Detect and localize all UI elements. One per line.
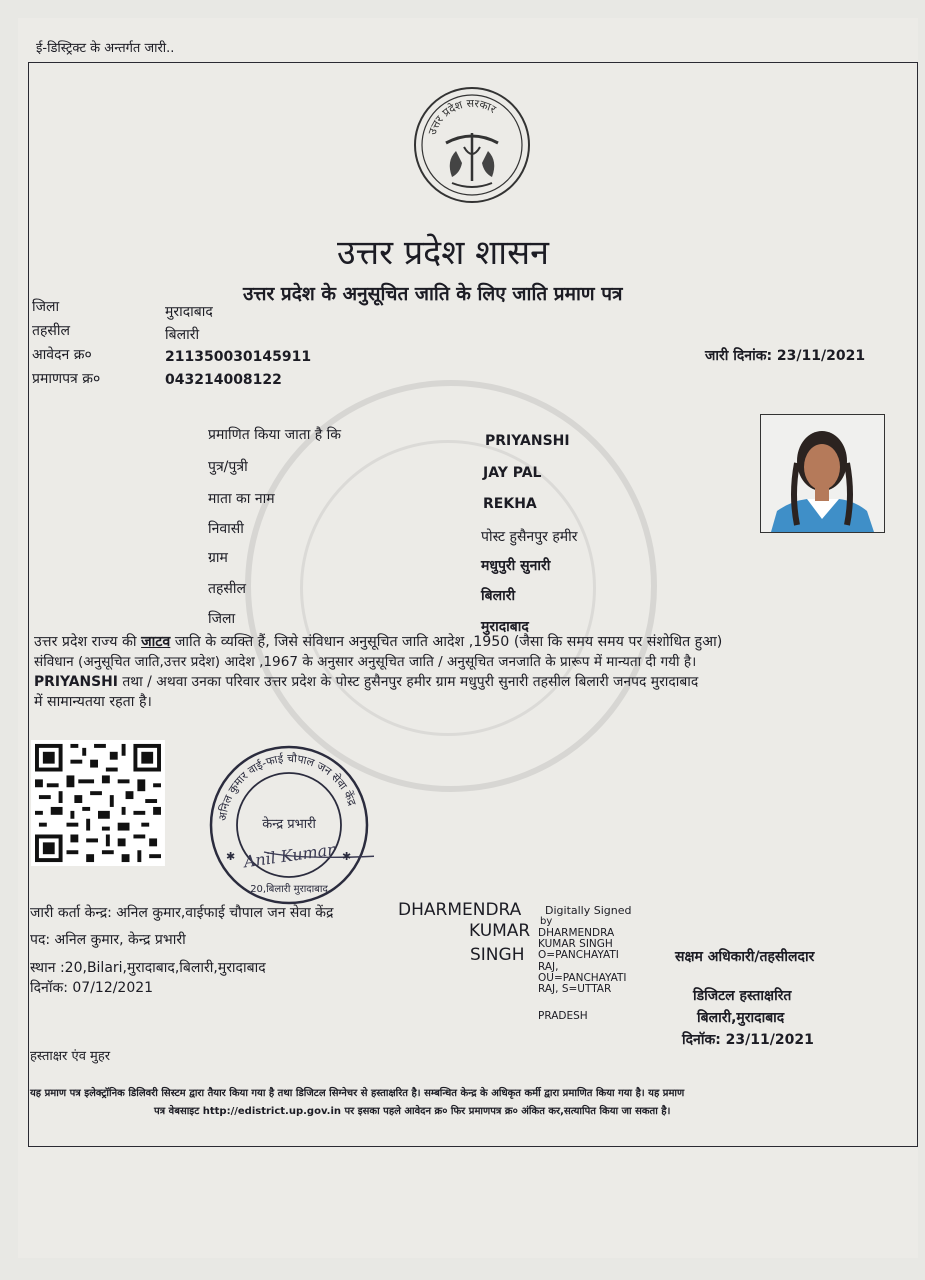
applicant-photo-image — [761, 415, 884, 532]
para-line1-a: उत्तर प्रदेश राज्य की — [34, 634, 142, 650]
para-name: PRIYANSHI — [34, 674, 118, 690]
digital-signer-name-2: KUMAR — [469, 921, 531, 941]
authority-place: बिलारी,मुरादाबाद — [697, 1010, 785, 1026]
para-line4: में सामान्यतया रहता है। — [34, 694, 152, 710]
footer-line-2: पत्र वेबसाइट http://edistrict.up.gov.in पर इसका पहले आवेदन क्र० फिर प्रमाणपत्र क्र० अंकित कर,सत्यापित किया जा सकता है। — [154, 1106, 671, 1117]
dsig-line: DHARMENDRA — [538, 927, 615, 939]
details-value-mother: REKHA — [483, 496, 537, 512]
details-label-certify: प्रमाणित किया जाता है कि — [208, 427, 342, 443]
seal-signature: Anil Kumar — [242, 839, 336, 872]
details-label-mother: माता का नाम — [208, 491, 275, 507]
dsig-line: PRADESH — [538, 1010, 588, 1023]
para-line3: तथा / अथवा उनका परिवार उत्तर प्रदेश के पोस्ट हुसैनपुर हमीर ग्राम मधुपुरी सुनारी तहसील बिलारी जनपद मुरादाबाद — [117, 674, 699, 690]
application-no-value: 211350030145911 — [165, 349, 312, 365]
signature-and-seal-label: हस्ताक्षर एंव मुहर — [30, 1049, 111, 1064]
digital-sign-details — [538, 928, 627, 1022]
page-title: उत्तर प्रदेश शासन — [337, 233, 549, 273]
dsig-line: O=PANCHAYATI — [538, 949, 619, 962]
authority-date: दिनॉक: 23/11/2021 — [682, 1032, 814, 1048]
details-value-tehsil: बिलारी — [481, 588, 516, 604]
para-line2: संविधान (अनुसूचित जाति,उत्तर प्रदेश) आदेश ,1967 के अनुसार अनुसूचित जाति / अनुसूचित जनजाति के प्रारूप में मान्यता दी गयी है। — [34, 654, 697, 670]
page-subtitle: उत्तर प्रदेश के अनुसूचित जाति के लिए जाति प्रमाण पत्र — [243, 283, 623, 305]
details-value-resident: पोस्ट हुसैनपुर हमीर — [481, 529, 578, 545]
qr-code-icon — [30, 740, 166, 866]
details-value-father: JAY PAL — [483, 465, 542, 481]
issuer-post: पद: अनिल कुमार, केन्द्र प्रभारी — [30, 932, 186, 948]
details-value-district: मुरादाबाद — [481, 619, 529, 635]
district-value: मुरादाबाद — [165, 304, 213, 320]
centre-seal-icon — [204, 740, 374, 910]
competent-authority: सक्षम अधिकारी/तहसीलदार — [675, 949, 815, 965]
seal-center-text: केन्द्र प्रभारी — [262, 817, 316, 832]
tehsil-value: बिलारी — [165, 327, 200, 343]
application-no-label: आवेदन क्र० — [32, 347, 92, 363]
seal-ring-text: अनिल कुमार वाई-फाई चौपाल जन सेवा केंद्र — [216, 751, 359, 822]
certificate-no-label: प्रमाणपत्र क्र० — [32, 371, 101, 387]
svg-text:उत्तर प्रदेश सरकार — [426, 97, 499, 137]
tehsil-label: तहसील — [32, 323, 70, 339]
dsig-line: KUMAR SINGH — [538, 938, 613, 951]
svg-text:✱: ✱ — [342, 850, 352, 863]
digital-signer-name-1: DHARMENDRA — [398, 900, 522, 920]
details-value-name: PRIYANSHI — [485, 433, 570, 449]
details-label-resident: निवासी — [208, 521, 244, 537]
details-label-district: जिला — [208, 611, 236, 627]
details-label-village: ग्राम — [208, 550, 228, 566]
caste-name: जाटव — [141, 634, 171, 650]
issue-date: जारी दिनांक: 23/11/2021 — [705, 348, 866, 364]
digitally-signed-hindi: डिजिटल हस्ताक्षरित — [693, 988, 792, 1004]
details-value-village: मधुपुरी सुनारी — [481, 558, 551, 574]
footer-note — [30, 1085, 890, 1121]
issuer-place: स्थान :20,Bilari,मुरादाबाद,बिलारी,मुरादाबाद — [30, 960, 266, 976]
digitally-signed-by: by — [540, 916, 553, 927]
dsig-line: RAJ, — [538, 960, 559, 973]
emblem-caption: उत्तर प्रदेश सरकार — [425, 96, 499, 137]
para-line1-b: जाति के व्यक्ति हैं, जिसे संविधान अनुसूचित जाति आदेश ,1950 (जैसा कि समय समय पर संशोधित हुआ) — [170, 634, 723, 650]
details-label-tehsil: तहसील — [208, 581, 246, 597]
seal-bottom-text: 20,बिलारी मुरादाबाद — [250, 884, 328, 895]
certificate-no-value: 043214008122 — [165, 372, 282, 388]
svg-text:✱: ✱ — [226, 850, 236, 863]
applicant-photo — [760, 414, 885, 533]
district-label: जिला — [32, 299, 60, 315]
digital-signer-name-3: SINGH — [470, 945, 525, 965]
dsig-line: OU=PANCHAYATI — [538, 971, 627, 984]
dsig-line: RAJ, S=UTTAR — [538, 983, 612, 996]
up-government-emblem-icon — [412, 85, 532, 205]
top-note: ई-डिस्ट्रिक्ट के अन्तर्गत जारी.. — [36, 41, 175, 56]
certification-paragraph — [34, 632, 894, 712]
footer-line-1: यह प्रमाण पत्र इलेक्ट्रॉनिक डिलिवरी सिस्टम द्वारा तैयार किया गया है तथा डिजिटल सिग्नेचर से हस्ताक्षरित है। सम्बन्धित केन्द्र के अधिकृत कर्मी द्वारा प्रमाणित किया गया है। यह प्रमाण — [30, 1088, 685, 1099]
details-label-child-of: पुत्र/पुत्री — [208, 459, 248, 475]
issuer-date: दिनॉक: 07/12/2021 — [30, 980, 154, 996]
digitally-signed-label: Digitally Signed — [545, 904, 632, 917]
issuing-centre: जारी कर्ता केन्द्र: अनिल कुमार,वाईफाई चौपाल जन सेवा केंद्र — [30, 905, 334, 921]
